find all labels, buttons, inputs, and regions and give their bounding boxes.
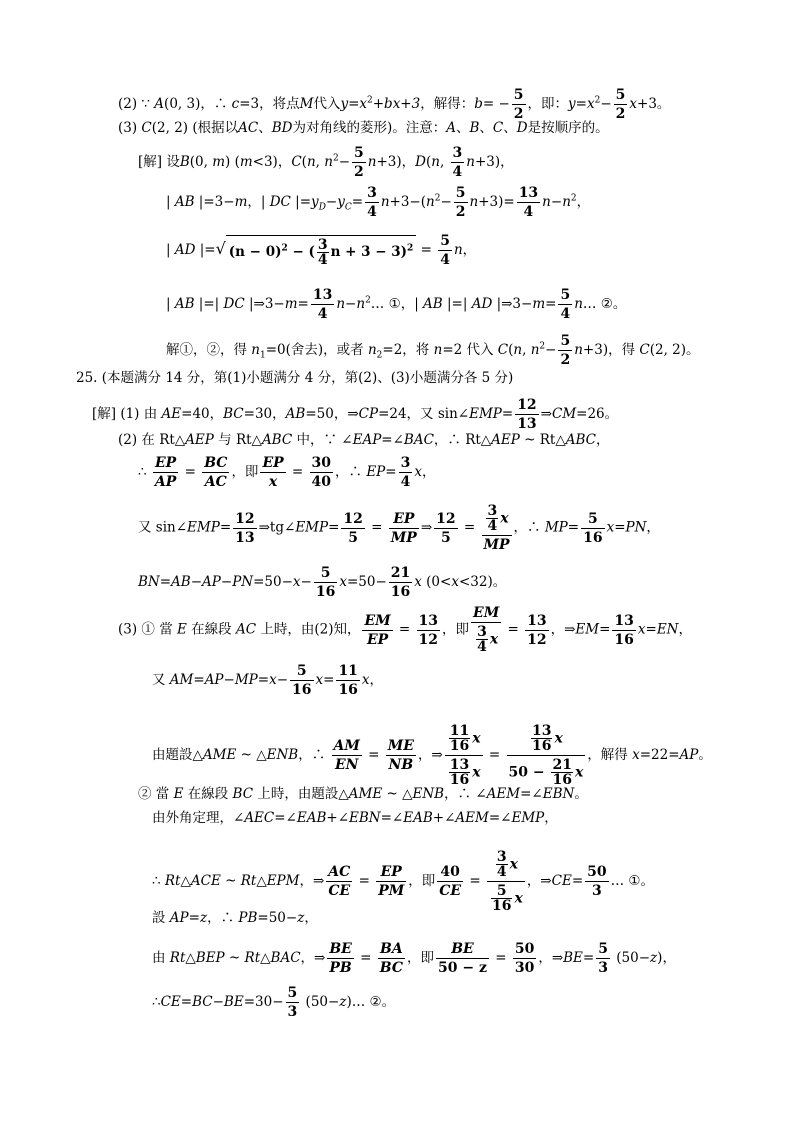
line-l9: [解] (1) 由 AE=40，BC=30，AB=50，⇒CP=24，又 sin∠EMP= $\frac{12}{13}$ ⇒CM=26。 [92,397,619,432]
line-l14: (3) ① 當 E 在線段 AC 上時，由(2)知， $\frac{EM}{EP}$ = $\frac{13}{12}$ ，即 EM $\frac{3}{4}$ x = $\frac{13}{12}$ ，⇒EM= $\frac{13}{16}$ x=EN， [118,605,692,655]
fraction: $\frac{5}{4}$ [560,287,571,322]
fraction: EM $\frac{3}{4}$ x [473,605,500,655]
line-l17: ② 當 E 在線段 BC 上時，由題設△AME ~ △ENB，∴ ∠AEM=∠EBN。 [138,786,588,802]
fraction: $\frac{3}{4}$ [367,185,377,220]
line-l21: 由 Rt△BEP ~ Rt△BAC，⇒ $\frac{BE}{PB}$ = $\frac{BA}{BC}$ ，即 $\frac{BE}{50 - z}$ = $\frac{50}{30}$ ，⇒BE= $\frac{5}{3}$ (50−z)， [152,941,676,976]
fraction: $\frac{3}{4}$ [317,236,328,268]
line-l8: 25. (本题满分 14 分，第(1)小题满分 4 分，第(2)、(3)小题满分各 5 分) [76,370,514,386]
fraction: $\frac{5}{4}$ [440,233,450,268]
fraction: $\frac{13}{12}$ [418,612,439,648]
fraction: $\frac{11}{16}$ x $\frac{13}{16}$ x [445,724,483,787]
fraction: $\frac{11}{16}$ [449,723,470,754]
fraction: $\frac{5}{2}$ [560,333,571,368]
fraction: $\frac{EP}{AP}$ [154,455,177,490]
fraction: $\frac{13}{16}$ [614,612,634,648]
fraction: $\frac{13}{4}$ [312,287,333,322]
fraction: $\frac{3}{4}$ [477,624,487,655]
fraction: $\frac{EP}{PM}$ [378,864,405,899]
line-l12: 又 sin∠EMP= $\frac{12}{13}$ ⇒tg∠EMP= $\frac{12}{5}$ = $\frac{EP}{MP}$ ⇒ $\frac{12}{5}$ = $\frac{3}{4}$ x MP ，∴ MP= $\frac{5}{16}$ x=PN， [138,503,660,553]
fraction: $\frac{ME}{NB}$ [387,738,414,773]
line-l1: (2) ∵ A(0, 3)，∴ c=3，将点M代入$y=x^2+bx+3$，解得：b= − $\frac{5}{2}$ ，即：$y=x^2-$ $\frac{5}{2}$ x+3。 [118,87,671,122]
fraction: $\frac{30}{40}$ [311,455,332,490]
line-l7: 解①，②，得 $n_1=0$(舍去)，或者 $n_2=2$，将 n=2 代入 C(n, $n^2-$ $\frac{5}{2}$ n+3)，得 C(2, 2)。 [166,333,700,368]
line-l10: (2) 在 Rt△AEP 与 Rt△ABC 中，∵ ∠EAP=∠BAC，∴ Rt△AEP ~ Rt△ABC， [118,432,610,448]
fraction: $\frac{EP}{x}$ [262,455,284,490]
fraction: $\frac{BE}{PB}$ [329,941,352,976]
line-l19: ∴ Rt△ACE ~ Rt△EPM，⇒ $\frac{AC}{CE}$ = $\frac{EP}{PM}$ ，即 $\frac{40}{CE}$ = $\frac{3}{4}$ x $\frac{5}{16}$ x ，⇒CE= $\frac{50}{3}$ … ①。 [152,849,655,914]
line-l2: (3) C(2, 2) (根据以AC、BD为对角线的菱形)。注意：A、B、C、D是按顺序的。 [118,120,609,136]
line-l15: 又 AM=AP−MP=x− $\frac{5}{16}$ x= $\frac{11}{16}$ x， [152,663,384,698]
line-l13: BN=AB−AP−PN=50−x− $\frac{5}{16}$ x=50− $\frac{21}{16}$ x (0<x<32)。 [138,565,507,600]
square-root: $(n - 0)^2$ − ( $\frac{3}{4}$ n + 3 − 3)$^2$ [226,235,417,267]
fraction: $\frac{AM}{EN}$ [333,738,360,773]
fraction: $\frac{5}{2}$ [455,185,466,220]
fraction: $\frac{5}{2}$ [513,87,524,122]
fraction: $\frac{3}{4}$ [496,849,507,880]
fraction: $\frac{5}{16}$ [583,510,603,546]
line-l3: [解] 设B(0, m) (m<3)，C(n, $n^2-$ $\frac{5}{2}$ n+3)，D(n, $\frac{3}{4}$ n+3)， [138,145,514,180]
line-l6: | AB |=| DC |⇒3−m= $\frac{13}{4}$ $n-n^2\dots$ ①，| AB |=| AD |⇒3−m= $\frac{5}{4}$ n… ②。 [166,287,627,322]
fraction: $\frac{13}{16}$ x 50 − $\frac{21}{16}$ x [508,723,584,788]
fraction: $\frac{13}{16}$ [531,723,552,754]
fraction: $\frac{3}{4}$ [400,455,411,490]
fraction: $\frac{3}{4}$ [487,503,498,534]
fraction: $\frac{50}{30}$ [514,941,535,976]
fraction: $\frac{5}{2}$ [615,87,626,122]
line-l16: 由題設△AME ~ △ENB，∴ $\frac{AM}{EN}$ = $\frac{ME}{NB}$ ，⇒ $\frac{11}{16}$ x $\frac{13}{16}$ x = $\frac{13}{16}$ x 50 − $\frac{21}{16}$ x ，解得 x=22=AP。 [152,723,712,788]
fraction: $\frac{3}{4}$ [452,145,463,180]
fraction: $\frac{5}{3}$ [287,985,298,1020]
fraction: $\frac{EM}{EP}$ [364,612,391,648]
fraction: $\frac{13}{4}$ [518,185,539,220]
fraction: $\frac{5}{2}$ [354,145,364,180]
fraction: $\frac{5}{16}$ [491,883,512,914]
fraction: $\frac{21}{16}$ [390,565,411,600]
line-l18: 由外角定理，∠AEC=∠EAB+∠EBN=∠EAB+∠AEM=∠EMP， [152,810,558,826]
fraction: $\frac{12}{13}$ [235,510,255,546]
line-l22: ∴CE=BC−BE=30− $\frac{5}{3}$ (50−z)… ②。 [152,985,396,1020]
fraction: $\frac{AC}{CE}$ [328,864,351,899]
fraction: $\frac{5}{3}$ [598,941,608,976]
fraction: $\frac{3}{4}$ x $\frac{5}{16}$ x [487,850,525,913]
fraction: $\frac{40}{CE}$ [439,864,462,899]
fraction: $\frac{5}{16}$ [315,565,336,600]
fraction: $\frac{BC}{AC}$ [204,455,228,490]
fraction: $\frac{11}{16}$ [338,663,358,698]
fraction: $\frac{12}{5}$ [436,510,456,546]
fraction: $\frac{12}{13}$ [517,397,537,432]
line-l20: 設 AP=z，∴ PB=50−z， [152,910,318,926]
fraction: $\frac{50}{3}$ [587,864,607,899]
fraction: $\frac{5}{16}$ [292,663,312,698]
line-l4: | AB |=3−m，| DC $|=y_D-y_C=$ $\frac{3}{4}$ $n+3-(n^2-$ $\frac{5}{2}$ n+3)= $\frac{13}{4}$ $n-n^2$， [166,185,591,220]
fraction: $\frac{BE}{50 - z}$ [438,941,487,976]
fraction: $\frac{3}{4}$ x MP [483,503,510,553]
line-l11: ∴ $\frac{EP}{AP}$ = $\frac{BC}{AC}$ ，即 $\frac{EP}{x}$ = $\frac{30}{40}$ ，∴ EP= $\frac{3}{4}$ x， [138,455,436,490]
fraction: $\frac{BA}{BC}$ [379,941,404,976]
fraction: $\frac{13}{12}$ [527,612,547,648]
fraction: $\frac{21}{16}$ [552,757,572,788]
fraction: $\frac{13}{16}$ [449,757,470,788]
line-l5: | AD |=√ $(n - 0)^2$ − ( $\frac{3}{4}$ n + 3 − 3)$^2$ = $\frac{5}{4}$ n， [166,233,477,268]
fraction: $\frac{EP}{MP}$ [390,510,417,546]
fraction: $\frac{12}{5}$ [343,510,363,546]
